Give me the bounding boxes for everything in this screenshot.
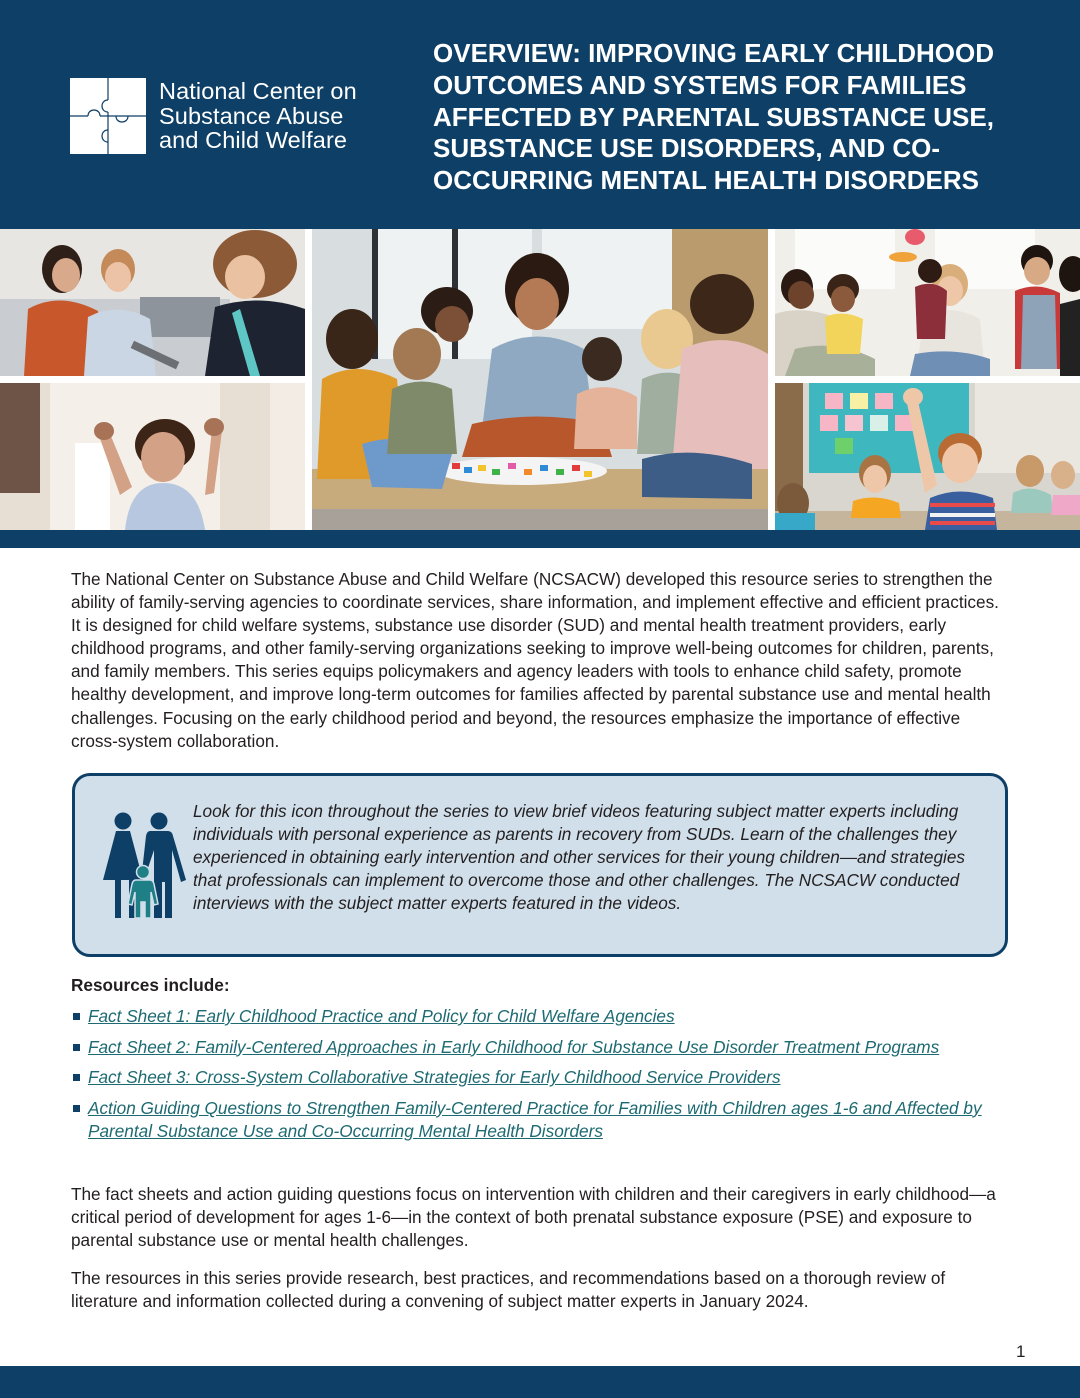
- list-item: [71, 1097, 1011, 1143]
- logo-line: Substance Abuse: [159, 102, 344, 129]
- title-line: OVERVIEW: IMPROVING EARLY CHILDHOOD: [433, 38, 995, 68]
- fact-sheet-2-link[interactable]: Fact Sheet 2: Family-Centered Approaches in Early Childhood for Substance Use Disorder Treatment Programs: [88, 1036, 940, 1057]
- divider: [775, 376, 1080, 383]
- divider: [305, 229, 312, 530]
- callout-text: Look for this icon throughout the series to view brief videos featuring subject matter experts including individuals with personal experience as parents in recovery from SUDs. Learn of the challenges they experienced in obtaining early intervention and other services for their young children—and strategies that professionals can implement to overcome those and other challenges. The NCSACW conducted interviews with the subject matter experts featured in the videos.: [193, 801, 965, 914]
- photo-classroom-raised-hand: [775, 383, 1080, 530]
- photo-collage: [0, 229, 1080, 548]
- fact-sheet-3-link[interactable]: Fact Sheet 3: Cross-System Collaborative Strategies for Early Childhood Service Providers: [88, 1067, 781, 1088]
- resources-heading: Resources include:: [71, 975, 230, 995]
- photo-parents-toddlers-playroom: [775, 229, 1080, 376]
- focus-paragraph: The fact sheets and action guiding questions focus on intervention with children and their caregivers in early childhood—a critical period of development for ages 1-6—in the context of both prenatal substance exposure (PSE) and exposure to parental substance use or mental health challenges.: [71, 1184, 996, 1251]
- page-number: 1: [1016, 1342, 1026, 1361]
- bullet-icon: [73, 1013, 80, 1020]
- methodology-paragraph: The resources in this series provide research, best practices, and recommendations based on a thorough review of literature and information collected during a convening of subject matter experts in January 2024.: [71, 1268, 946, 1312]
- action-guiding-questions-link[interactable]: Action Guiding Questions to Strengthen Family-Centered Practice for Families with Children ages 1-6 and Affected by Parental Substance Use and Co-Occurring Mental Health Disorders: [88, 1097, 982, 1141]
- logo-line: and Child Welfare: [159, 127, 348, 154]
- list-item: [71, 1036, 1011, 1059]
- header-banner: [0, 0, 1080, 229]
- ncsacw-logo: [70, 78, 357, 154]
- bullet-icon: [73, 1044, 80, 1051]
- list-item: [71, 1066, 1011, 1089]
- logo-line: National Center on: [159, 78, 357, 105]
- footer-bar: [0, 1366, 1080, 1398]
- video-callout-box: [72, 773, 1008, 957]
- page-title: [433, 38, 1053, 197]
- resources-list: [71, 1005, 1011, 1150]
- fact-sheet-1-link[interactable]: Fact Sheet 1: Early Childhood Practice and Policy for Child Welfare Agencies: [88, 1006, 675, 1026]
- divider: [0, 376, 305, 383]
- family-icon: [102, 812, 188, 925]
- photo-teacher-children-circle: [312, 229, 768, 530]
- bullet-icon: [73, 1105, 80, 1112]
- puzzle-icon: [70, 78, 146, 154]
- photo-toddler-walking: [0, 383, 305, 530]
- intro-paragraph: The National Center on Substance Abuse and Child Welfare (NCSACW) developed this resource series to strengthen the ability of family-serving agencies to coordinate services, share information, and implement effective and efficient practices. It is designed for child welfare systems, substance use disorder (SUD) and mental health treatment providers, early childhood programs, and other family-serving organizations seeking to improve well-being outcomes for children, parents, and family members. This series equips policymakers and agency leaders with tools to enhance child safety, promote healthy development, and improve long-term outcomes for families affected by parental substance use and mental health challenges. Focusing on the early childhood period and beyond, the resources emphasize the importance of effective cross-system collaboration.: [71, 569, 999, 751]
- title-line: OCCURRING MENTAL HEALTH DISORDERS: [433, 165, 979, 196]
- title-line: OUTCOMES AND SYSTEMS FOR FAMILIES: [433, 69, 967, 100]
- title-line: SUBSTANCE USE DISORDERS, AND CO-: [433, 133, 941, 164]
- divider: [768, 229, 775, 530]
- photo-mother-child-caseworker: [0, 229, 305, 376]
- logo-wordmark: [159, 79, 357, 153]
- bullet-icon: [73, 1074, 80, 1081]
- title-line: AFFECTED BY PARENTAL SUBSTANCE USE,: [433, 101, 994, 132]
- list-item: [71, 1005, 1011, 1028]
